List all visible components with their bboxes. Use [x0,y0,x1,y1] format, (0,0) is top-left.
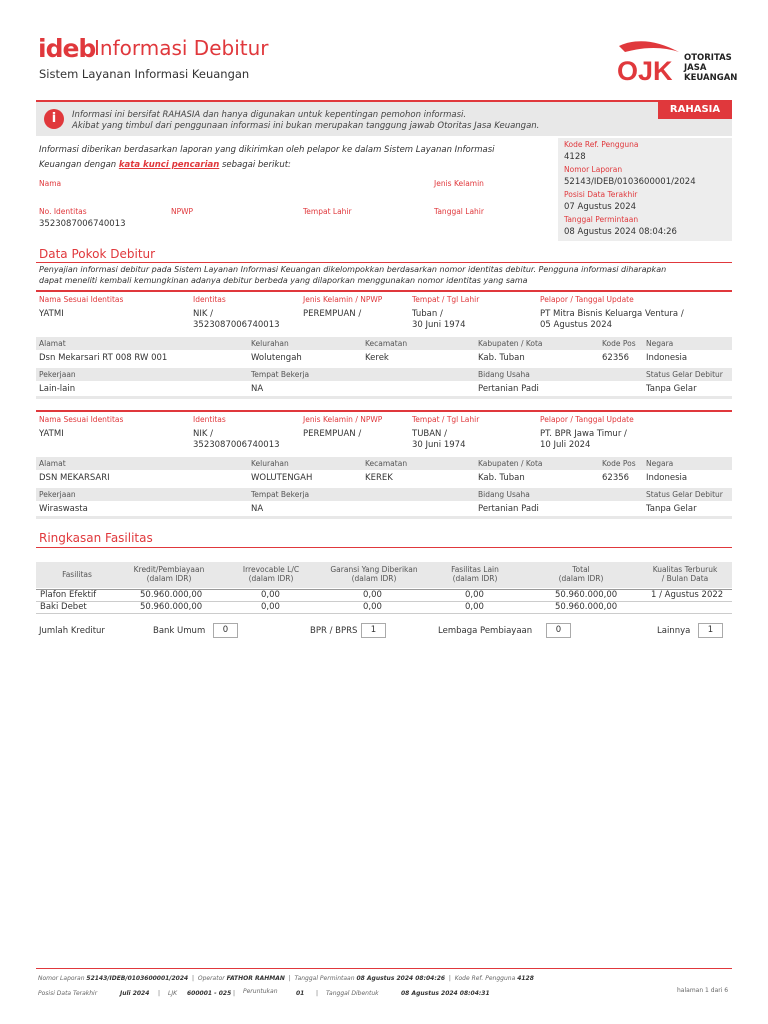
posisi-data-label: Posisi Data Terakhir [564,190,638,199]
col-fasilitas: Fasilitas [62,570,92,579]
footer-kode-value: 4128 [517,975,534,982]
pekerjaan-value: Wiraswasta [39,504,88,514]
identitas-label: Identitas [193,415,226,424]
jk-value: PEREMPUAN / [303,429,362,439]
negara-label: Negara [646,339,674,348]
col-tot-l1: Total [572,565,590,574]
nomor-laporan-label: Nomor Laporan [564,165,623,174]
footer-row-1: Nomor Laporan 52143/IDEB/0103600001/2024 | Operator FATHOR RAHMAN | Tanggal Permintaan 08 Agustus 2024 08:04:26 | Kode Ref. Pengguna 4128 [38,975,534,982]
row-lain: 0,00 [465,590,484,600]
col-kualitas [640,565,730,583]
ojk-text-line: OTORITAS [684,53,732,63]
nama-sesuai-label: Nama Sesuai Identitas [39,295,124,304]
footer-peruntukan-value [296,990,304,997]
intro-text [39,160,291,170]
footer-nomor-value: 52143/IDEB/0103600001/2024 [86,975,189,982]
lembaga-pembiayaan-label: Lembaga Pembiayaan [438,626,533,636]
footer-dibentuk-label: Tanggal Dibentuk [326,990,379,997]
col-lain-l1: Fasilitas Lain [451,565,499,574]
tanggal-permintaan-value: 08 Agustus 2024 08:04:26 [564,227,677,237]
row-name: Plafon Efektif [40,590,97,600]
footer-posisi-value-text: Juli 2024 [120,990,150,997]
identitas-value: 3523087006740013 [193,440,280,450]
col-lain-l2: (dalam IDR) [452,574,498,583]
jk-npwp-label: Jenis Kelamin / NPWP [303,415,383,424]
kode-ref-label: Kode Ref. Pengguna [564,140,639,149]
footer-lk-value-text: 600001 - 025 [187,990,232,997]
record-top-border [36,290,732,292]
tempat-bekerja-value: NA [251,504,264,514]
alamat-label: Alamat [39,339,66,348]
lembaga-pembiayaan-count: 0 [546,623,571,638]
tgl-lahir-value: 30 Juni 1974 [412,440,466,450]
nama-sesuai-label: Nama Sesuai Identitas [39,415,124,424]
tempat-lahir-value: Tuban / [412,309,443,319]
bank-umum-label: Bank Umum [153,626,206,636]
job-header-band [36,368,732,381]
tgl-update-value: 05 Agustus 2024 [540,320,613,330]
col-total [536,565,626,583]
row-kredit: 50.960.000,00 [140,602,203,612]
notice-line: Akibat yang timbul dari penggunaan informasi ini bukan merupakan tanggung jawab Otoritas Jasa Keuangan. [72,121,540,131]
section-title-data-pokok: Data Pokok Debitur [39,247,156,261]
col-kredit-l1: Kredit/Pembiayaan [133,565,205,574]
jk-npwp-label: Jenis Kelamin / NPWP [303,295,383,304]
kelurahan-value: WOLUTENGAH [251,473,313,483]
col-kredit-l2: (dalam IDR) [146,574,192,583]
job-header-band [36,488,732,501]
section-title-ringkasan-fasilitas: Ringkasan Fasilitas [39,531,153,545]
tanggal-permintaan-label: Tanggal Permintaan [564,215,639,224]
table-row [36,590,732,601]
footer-sep: | [233,990,236,997]
no-identitas-label: No. Identitas [39,207,87,216]
row-total: 50.960.000,00 [555,590,618,600]
ojk-text-line: JASA [684,63,707,73]
record-bottom-band [36,396,732,399]
table-row [36,602,732,613]
kecamatan-value: Kerek [365,353,389,363]
footer-lk-value [187,990,231,997]
jumlah-kreditur-label: Jumlah Kreditur [39,626,105,636]
identitas-type: NIK / [193,429,214,439]
intro-pre: Keuangan dengan [39,160,117,170]
bidang-usaha-value: Pertanian Padi [478,384,539,394]
tempat-bekerja-value: NA [251,384,264,394]
pekerjaan-value: Lain-lain [39,384,76,394]
gelar-value: Tanpa Gelar [646,504,697,514]
nama-value: YATMI [39,309,64,319]
footer-sep: | [158,990,161,997]
footer-posisi-value [120,990,149,997]
footer-tgl-value: 08 Agustus 2024 08:04:26 [356,975,446,982]
kode-pos-label: Kode Pos [602,459,636,468]
footer-sep: | [316,990,319,997]
col-garansi [319,565,429,583]
lainnya-label: Lainnya [657,626,691,636]
row-gar: 0,00 [363,602,382,612]
pelapor-label: Pelapor / Tanggal Update [540,415,634,424]
pelapor-value: PT. BPR Jawa Timur / [540,429,627,439]
row-total: 50.960.000,00 [555,602,618,612]
section-divider [36,547,732,548]
kecamatan-value: KEREK [365,473,393,483]
report-info-panel [558,138,732,241]
rahasia-badge: RAHASIA [658,100,732,119]
tempat-bekerja-label: Tempat Bekerja [251,490,310,499]
jk-value: PEREMPUAN / [303,309,362,319]
kabupaten-value: Kab. Tuban [478,473,525,483]
kode-pos-label: Kode Pos [602,339,636,348]
pelapor-value: PT Mitra Bisnis Keluarga Ventura / [540,309,684,319]
kode-pos-value: 62356 [602,473,630,483]
nomor-laporan-value: 52143/IDEB/0103600001/2024 [564,177,696,187]
identitas-value: 3523087006740013 [193,320,280,330]
kecamatan-label: Kecamatan [365,459,408,468]
kabupaten-label: Kabupaten / Kota [478,339,543,348]
row-kredit: 50.960.000,00 [140,590,203,600]
alamat-label: Alamat [39,459,66,468]
bpr-count: 1 [361,623,386,638]
col-irr-l1: Irrevocable L/C [242,565,300,574]
record-bottom-band [36,516,732,519]
tempat-bekerja-label: Tempat Bekerja [251,370,310,379]
row-divider [36,613,732,614]
row-lain: 0,00 [465,602,484,612]
footer-peruntukan-label: Peruntukan [243,988,278,995]
kabupaten-label: Kabupaten / Kota [478,459,543,468]
intro-post: sebagai berikut: [221,160,291,170]
nama-value: YATMI [39,429,64,439]
posisi-data-value: 07 Agustus 2024 [564,202,637,212]
kode-pos-value: 62356 [602,353,630,363]
col-kual-l1: Kualitas Terburuk [652,565,718,574]
alamat-value: Dsn Mekarsari RT 008 RW 001 [39,353,168,363]
gelar-label: Status Gelar Debitur [646,490,723,499]
pokok-description: Penyajian informasi debitur pada Sistem Layanan Informasi Keuangan dikelompokkan berdasarkan nomor identitas debitur. Pengguna informasi diharapkan [39,265,667,274]
col-fasilitas-lain [430,565,520,583]
col-irrevocable [226,565,316,583]
footer-operator-label: Operator [197,975,225,982]
ttl-label: Tempat / Tgl Lahir [412,415,480,424]
footer-peruntukan-value-text: 01 [296,990,305,997]
footer-posisi-label: Posisi Data Terakhir [38,990,98,997]
ojk-logo-text [684,53,737,83]
bank-umum-count: 0 [213,623,238,638]
col-kual-l2: / Bulan Data [661,574,709,583]
tempat-lahir-label: Tempat Lahir [303,207,352,216]
footer-tgl-label: Tanggal Permintaan [294,975,355,982]
identitas-label: Identitas [193,295,226,304]
ojk-text-line: KEUANGAN [684,73,738,83]
intro-text: Informasi diberikan berdasarkan laporan yang dikirimkan oleh pelapor ke dalam Sistem Layanan Informasi [39,145,495,155]
negara-value: Indonesia [646,353,688,363]
ttl-label: Tempat / Tgl Lahir [412,295,480,304]
record-top-border [36,410,732,412]
kode-ref-value: 4128 [564,152,586,162]
svg-text:OJK: OJK [617,56,673,86]
no-identitas-value: 3523087006740013 [39,219,126,229]
row-irr: 0,00 [261,602,280,612]
bidang-usaha-value: Pertanian Padi [478,504,539,514]
negara-value: Indonesia [646,473,688,483]
tempat-lahir-value: TUBAN / [412,429,447,439]
pelapor-label: Pelapor / Tanggal Update [540,295,634,304]
kabupaten-value: Kab. Tuban [478,353,525,363]
kecamatan-label: Kecamatan [365,339,408,348]
ideb-logo: ideb [38,34,96,63]
col-gar-l2: (dalam IDR) [351,574,397,583]
kelurahan-value: Wolutengah [251,353,302,363]
footer-lk-label: LJK [168,990,178,997]
tgl-update-value: 10 Juli 2024 [540,440,591,450]
footer-kode-label: Kode Ref. Pengguna [454,975,516,982]
footer-divider [36,968,732,969]
bpr-label: BPR / BPRS [310,626,358,636]
alamat-value: DSN MEKARSARI [39,473,110,483]
identitas-type: NIK / [193,309,214,319]
tanggal-lahir-label: Tanggal Lahir [434,207,484,216]
footer-nomor-label: Nomor Laporan [38,975,85,982]
lainnya-count: 1 [698,623,723,638]
kelurahan-label: Kelurahan [251,339,289,348]
nama-label: Nama [39,179,62,188]
search-keyword-link[interactable]: kata kunci pencarian [118,160,220,170]
section-divider [36,262,732,263]
row-irr: 0,00 [261,590,280,600]
kelurahan-label: Kelurahan [251,459,289,468]
footer-dibentuk-value [401,990,490,997]
pokok-description: dapat meneliti kembali kemungkinan adanya debitur berbeda yang dilaporkan menggunakan nomor identitas yang sama [39,276,528,285]
facility-table-header [36,562,732,588]
notice-line: Informasi ini bersifat RAHASIA dan hanya digunakan untuk kepentingan pemohon informasi. [72,110,467,120]
page-number: halaman 1 dari 6 [677,987,729,994]
confidential-notice [36,100,732,136]
pekerjaan-label: Pekerjaan [39,370,76,379]
col-irr-l2: (dalam IDR) [248,574,294,583]
col-gar-l1: Garansi Yang Diberikan [330,565,418,574]
footer-operator-value: FATHOR RAHMAN [226,975,285,982]
kualitas-value: 1 / Agustus 2022 [651,590,724,600]
col-tot-l2: (dalam IDR) [558,574,604,583]
page-title: Informasi Debitur [94,36,269,60]
gelar-value: Tanpa Gelar [646,384,697,394]
negara-label: Negara [646,459,674,468]
npwp-label: NPWP [171,207,194,216]
footer-dibentuk-value-text: 08 Agustus 2024 08:04:31 [401,990,490,997]
page-subtitle: Sistem Layanan Informasi Keuangan [39,67,250,81]
pekerjaan-label: Pekerjaan [39,490,76,499]
tgl-lahir-value: 30 Juni 1974 [412,320,466,330]
bidang-usaha-label: Bidang Usaha [478,490,530,499]
gelar-label: Status Gelar Debitur [646,370,723,379]
row-name: Baki Debet [40,602,87,612]
col-kredit [124,565,214,583]
bidang-usaha-label: Bidang Usaha [478,370,530,379]
row-gar: 0,00 [363,590,382,600]
jenis-kelamin-label: Jenis Kelamin [434,179,484,188]
info-icon: i [44,109,64,129]
